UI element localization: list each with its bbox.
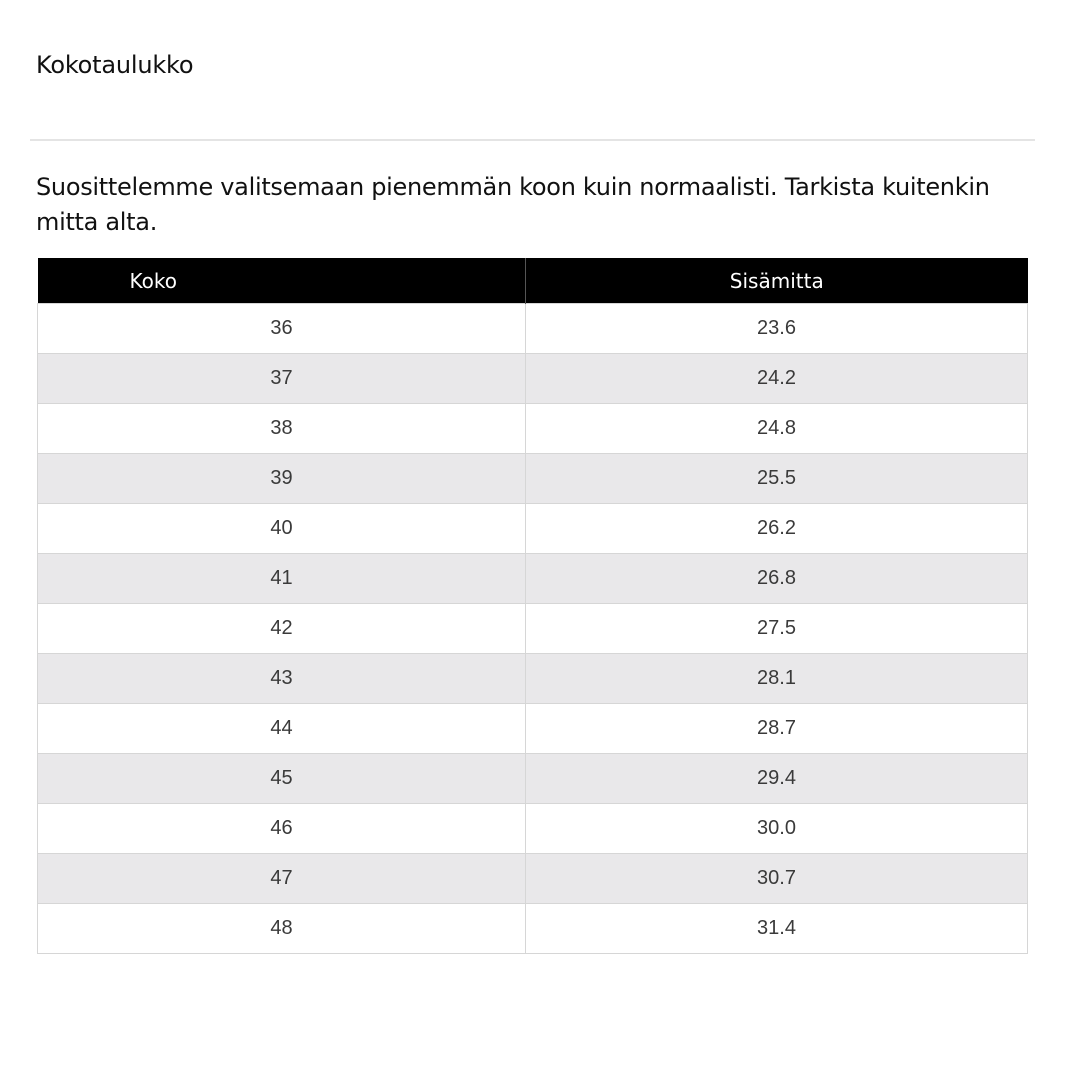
table-row xyxy=(38,554,1028,604)
inner-length-cell: 28.1 xyxy=(526,654,1028,704)
table-row xyxy=(38,754,1028,804)
table-row xyxy=(38,504,1028,554)
table-row xyxy=(38,804,1028,854)
size-cell: 47 xyxy=(38,854,526,904)
inner-length-cell: 26.8 xyxy=(526,554,1028,604)
size-cell: 42 xyxy=(38,604,526,654)
table-row xyxy=(38,304,1028,354)
inner-length-cell: 28.7 xyxy=(526,704,1028,754)
size-cell: 38 xyxy=(38,404,526,454)
inner-length-cell: 31.4 xyxy=(526,904,1028,954)
table-row xyxy=(38,604,1028,654)
inner-length-cell: 30.0 xyxy=(526,804,1028,854)
table-row xyxy=(38,454,1028,504)
column-header-size: Koko xyxy=(38,258,526,304)
table-row xyxy=(38,854,1028,904)
table-row xyxy=(38,904,1028,954)
size-cell: 44 xyxy=(38,704,526,754)
table-row xyxy=(38,704,1028,754)
inner-length-cell: 24.8 xyxy=(526,404,1028,454)
inner-length-cell: 26.2 xyxy=(526,504,1028,554)
size-cell: 39 xyxy=(38,454,526,504)
table-row xyxy=(38,354,1028,404)
page-title: Kokotaulukko xyxy=(36,51,194,79)
size-cell: 45 xyxy=(38,754,526,804)
size-chart-table xyxy=(37,258,1028,954)
divider xyxy=(30,139,1035,141)
inner-length-cell: 29.4 xyxy=(526,754,1028,804)
size-cell: 48 xyxy=(38,904,526,954)
inner-length-cell: 30.7 xyxy=(526,854,1028,904)
size-cell: 37 xyxy=(38,354,526,404)
size-cell: 36 xyxy=(38,304,526,354)
table-row xyxy=(38,654,1028,704)
inner-length-cell: 27.5 xyxy=(526,604,1028,654)
size-cell: 43 xyxy=(38,654,526,704)
size-cell: 40 xyxy=(38,504,526,554)
column-header-inner-length: Sisämitta xyxy=(526,258,1028,304)
table-row xyxy=(38,404,1028,454)
inner-length-cell: 24.2 xyxy=(526,354,1028,404)
table-header-row xyxy=(38,258,1028,304)
intro-text: Suosittelemme valitsemaan pienemmän koon kuin normaalisti. Tarkista kuitenkin mitta alta. xyxy=(36,173,990,236)
size-cell: 41 xyxy=(38,554,526,604)
size-cell: 46 xyxy=(38,804,526,854)
inner-length-cell: 25.5 xyxy=(526,454,1028,504)
inner-length-cell: 23.6 xyxy=(526,304,1028,354)
